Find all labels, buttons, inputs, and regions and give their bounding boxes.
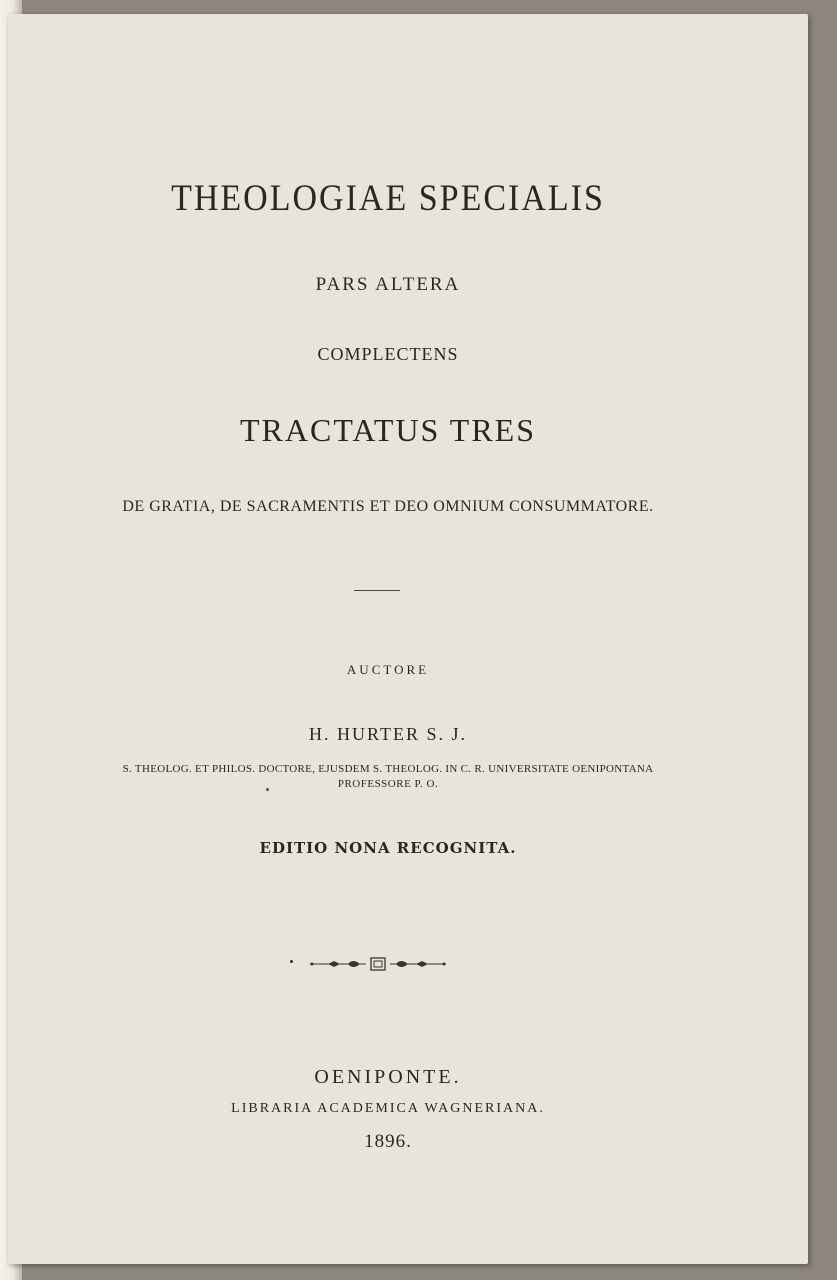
paper-speck <box>266 788 269 791</box>
publisher: LIBRARIA ACADEMICA WAGNERIANA. <box>231 1101 545 1116</box>
part-label: PARS ALTERA <box>315 274 461 295</box>
main-heading: TRACTATUS TRES <box>240 412 536 448</box>
auctore-label: AUCTORE <box>346 662 430 677</box>
printers-ornament-icon <box>308 954 448 974</box>
author-credentials-line2: PROFESSORE P. O. <box>337 778 439 790</box>
divider-rule <box>354 590 400 591</box>
book-title: THEOLOGIAE SPECIALIS <box>171 178 605 219</box>
author-credentials-line1: S. THEOLOG. ET PHILOS. DOCTORE, EJUSDEM S. THEOLOG. IN C. R. UNIVERSITATE OENIPONTANA <box>122 763 654 775</box>
author-name: H. HURTER S. J. <box>309 724 467 744</box>
paper-speck <box>290 960 293 963</box>
title-page <box>8 14 808 1264</box>
edition-label: EDITIO NONA RECOGNITA. <box>259 839 517 857</box>
complectens-label: COMPLECTENS <box>317 344 459 364</box>
publication-year: 1896. <box>364 1131 412 1152</box>
place-of-publication: OENIPONTE. <box>314 1066 462 1088</box>
subtitle: DE GRATIA, DE SACRAMENTIS ET DEO OMNIUM CONSUMMATORE. <box>122 498 654 515</box>
